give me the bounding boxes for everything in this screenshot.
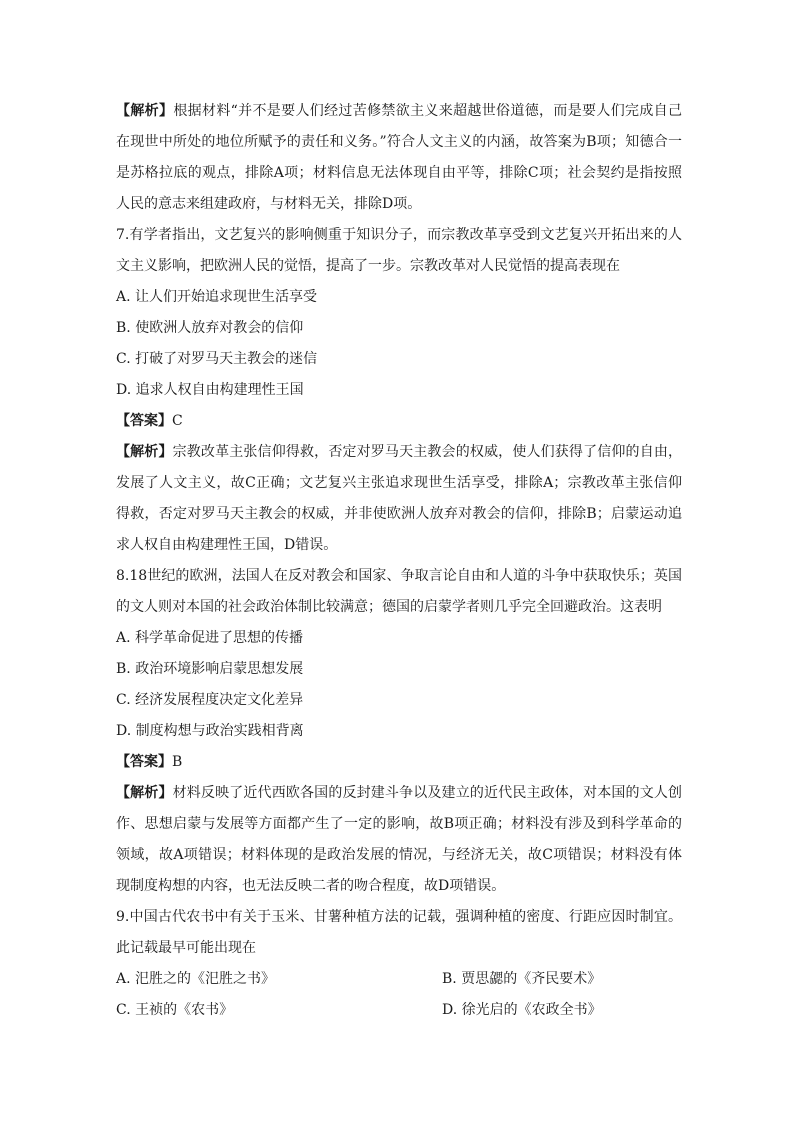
answer-label: 【答案】 <box>116 754 172 770</box>
answer-label: 【答案】 <box>116 413 172 429</box>
answer-value: B <box>172 754 183 770</box>
question-8-option-a: A. 科学革命促进了思想的传播 <box>116 630 304 646</box>
question-8-stem: 8.18世纪的欧洲，法国人在反对教会和国家、争取言论自由和人道的斗争中获取快乐；英国的文人则对本国的社会政治体制比较满意；德国的启蒙学者则几乎完全回避政治。这表明 <box>116 568 682 615</box>
answer-value: C <box>172 413 183 429</box>
question-7-option-d: D. 追求人权自由构建理性王国 <box>116 382 304 398</box>
question-7-option-b: B. 使欧洲人放弃对教会的信仰 <box>116 320 304 336</box>
question-7-answer <box>116 406 682 437</box>
question-8-answer <box>116 747 682 778</box>
question-8-analysis <box>116 778 682 902</box>
question-7-analysis <box>116 437 682 561</box>
question-9-options-row-1 <box>116 964 682 995</box>
question-8-option-d: D. 制度构想与政治实践相背离 <box>116 723 304 739</box>
question-7-option-a: A. 让人们开始追求现世生活享受 <box>116 289 318 305</box>
question-8-option-c: C. 经济发展程度决定文化差异 <box>116 692 304 708</box>
question-8-option-b: B. 政治环境影响启蒙思想发展 <box>116 661 304 677</box>
question-7-option-c: C. 打破了对罗马天主教会的迷信 <box>116 351 318 367</box>
question-9-option-d: D. 徐光启的《农政全书》 <box>442 1002 602 1018</box>
question-9-stem: 9.中国古代农书中有关于玉米、甘薯种植方法的记载，强调种植的密度、行距应因时制宜。此记载最早可能出现在 <box>116 909 682 956</box>
analysis-text: 根据材料“并不是要人们经过苦修禁欲主义来超越世俗道德，而是要人们完成自己在现世中所处的地位所赋予的责任和义务。”符合人文主义的内涵，故答案为B项；知德合一是苏格拉底的观点，排除A项；材料信息无法体现自由平等，排除C项；社会契约是指按照人民的意志来组建政府，与材料无关，排除D项。 <box>116 103 683 212</box>
question-9-option-b: B. 贾思勰的《齐民要术》 <box>442 971 602 987</box>
analysis-label: 【解析】 <box>116 103 174 119</box>
question-9-options-row-2 <box>116 995 682 1026</box>
document-page <box>116 96 682 1026</box>
question-9-option-c: C. 王祯的《农书》 <box>116 1002 234 1018</box>
analysis-label: 【解析】 <box>116 785 173 801</box>
intro-analysis <box>116 96 682 220</box>
analysis-label: 【解析】 <box>116 444 173 460</box>
analysis-text: 宗教改革主张信仰得救，否定对罗马天主教会的权威，使人们获得了信仰的自由，发展了人文主义，故C正确；文艺复兴主张追求现世生活享受，排除A；宗教改革主张信仰得救，否定对罗马天主教会的权威，并非使欧洲人放弃对教会的信仰，排除B；启蒙运动追求人权自由构建理性王国，D错误。 <box>116 444 683 553</box>
question-9-option-a: A. 汜胜之的《汜胜之书》 <box>116 971 276 987</box>
question-7-stem: 7.有学者指出，文艺复兴的影响侧重于知识分子，而宗教改革享受到文艺复兴开拓出来的人文主义影响，把欧洲人民的觉悟，提高了一步。宗教改革对人民觉悟的提高表现在 <box>116 227 682 274</box>
analysis-text: 材料反映了近代西欧各国的反封建斗争以及建立的近代民主政体，对本国的文人创作、思想启蒙与发展等方面都产生了一定的影响，故B项正确；材料没有涉及到科学革命的领域，故A项错误；材料体现的是政治发展的情况，与经济无关，故C项错误；材料没有体现制度构想的内容，也无法反映二者的吻合程度，故D项错误。 <box>116 785 683 894</box>
